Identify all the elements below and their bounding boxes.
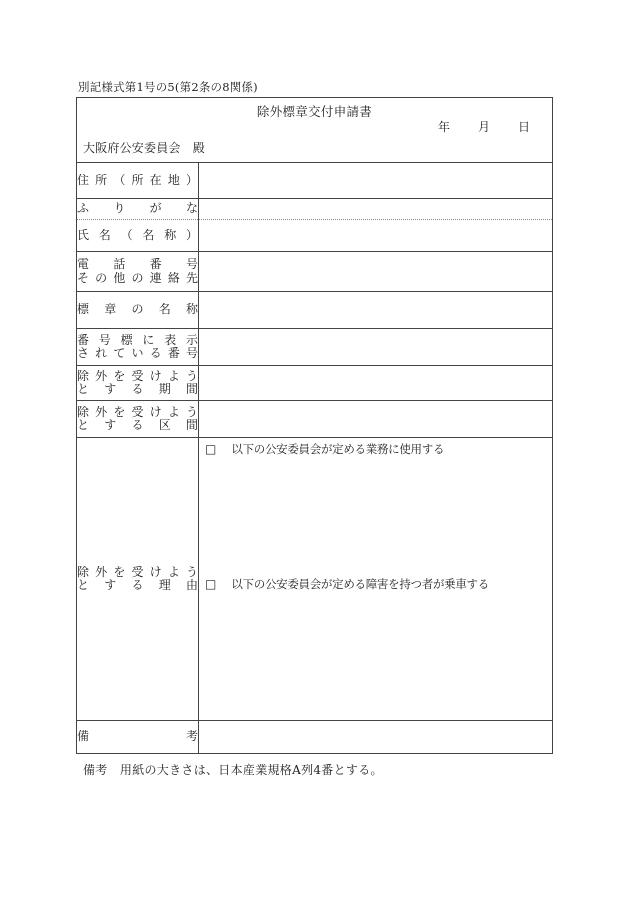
row-header: [77, 98, 553, 163]
disability-passenger-option: [199, 577, 552, 591]
remarks-value-cell: [199, 721, 553, 754]
phone-label-line2: その他の連絡先: [77, 271, 198, 285]
paper-size-note: 備考 用紙の大きさは、日本産業規格A列4番とする。: [83, 763, 383, 777]
sticker-name-value-cell: [199, 292, 553, 329]
date-line: [77, 120, 552, 134]
remarks-label-cell: [77, 721, 199, 754]
phone-label-line1: 電話番号: [77, 258, 198, 271]
exemption-section-label-line2: とする区間: [77, 419, 198, 432]
date-day-label: 日: [518, 120, 531, 134]
business-use-option: [199, 442, 552, 456]
plate-number-value-cell: [199, 329, 553, 366]
form-title: 除外標章交付申請書: [256, 104, 373, 119]
row-furigana: [77, 199, 553, 220]
phone-value-cell: [199, 252, 553, 292]
name-label-cell: [77, 220, 199, 252]
addressee: 大阪府公安委員会 殿: [83, 141, 206, 155]
sticker-name-label-cell: [77, 292, 199, 329]
exemption-section-label-line1: 除外を受けよう: [77, 405, 198, 419]
furigana-label: ふりがな: [77, 202, 198, 216]
address-label-cell: [77, 163, 199, 199]
plate-number-label-cell: [77, 329, 199, 366]
phone-label-cell: [77, 252, 199, 292]
exemption-period-label-line2: とする期間: [77, 383, 198, 396]
disability-passenger-option-label: 以下の公安委員会が定める障害を持つ者が乗車する: [231, 577, 489, 591]
row-exemption-section: [77, 401, 553, 438]
exemption-period-label-cell: [77, 366, 199, 401]
row-plate-number: [77, 329, 553, 366]
date-year-label: 年: [437, 120, 450, 134]
row-remarks: [77, 721, 553, 754]
row-exemption-period: [77, 366, 553, 401]
address-value-cell: [199, 163, 553, 199]
checkbox-icon: □: [205, 577, 217, 591]
row-address: [77, 163, 553, 199]
furigana-label-cell: [77, 199, 199, 220]
exemption-section-label-cell: [77, 401, 199, 438]
exemption-reason-label-cell: [77, 438, 199, 721]
name-label: 氏名（名称）: [77, 228, 198, 242]
exemption-reason-value-cell: [199, 438, 553, 721]
row-sticker-name: [77, 292, 553, 329]
checkbox-icon: □: [205, 442, 217, 456]
exemption-period-value-cell: [199, 366, 553, 401]
furigana-value-cell: [199, 199, 553, 220]
exemption-reason-label-line2: とする理由: [77, 579, 198, 592]
exemption-period-label-line1: 除外を受けよう: [77, 369, 198, 383]
row-name: [77, 220, 553, 252]
remarks-label: 備考: [77, 730, 198, 744]
application-form-table: [76, 97, 553, 754]
form-header-cell: [77, 98, 553, 163]
business-use-option-label: 以下の公安委員会が定める業務に使用する: [231, 442, 445, 456]
name-value-cell: [199, 220, 553, 252]
plate-number-label-line2: されている番号: [77, 347, 198, 360]
form-number: 別記様式第1号の5(第2条の8関係): [78, 80, 258, 94]
row-exemption-reason: [77, 438, 553, 721]
sticker-name-label: 標章の名称: [77, 303, 198, 317]
date-month-label: 月: [477, 120, 490, 134]
exemption-reason-label-line1: 除外を受けよう: [77, 565, 198, 579]
address-label: 住所（所在地）: [77, 173, 198, 187]
plate-number-label-line1: 番号標に表示: [77, 333, 198, 347]
row-phone: [77, 252, 553, 292]
exemption-section-value-cell: [199, 401, 553, 438]
